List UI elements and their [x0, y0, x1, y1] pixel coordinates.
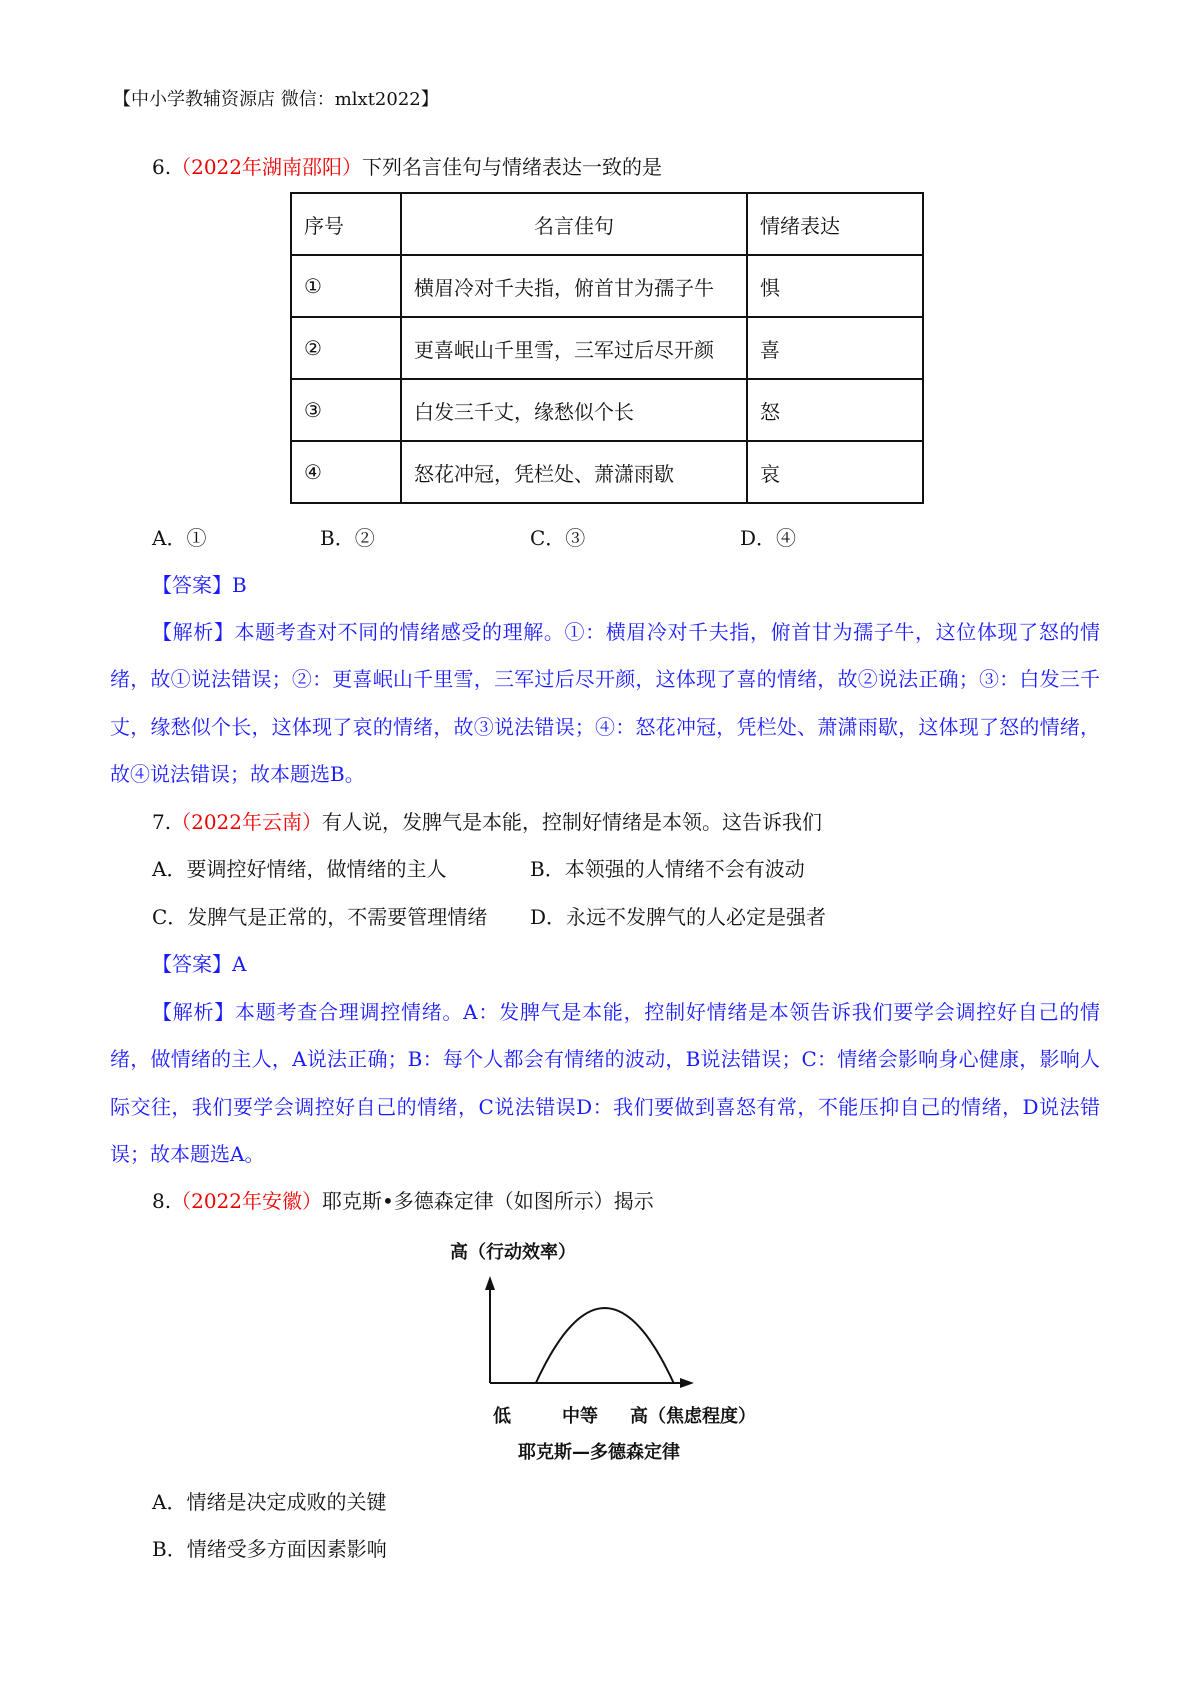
analysis: 【解析】本题考查合理调控情绪。A：发脾气是本能，控制好情绪是本领告诉我们要学会调控好自己的情绪，做情绪的主人，A说法正确；B：每个人都会有情绪的波动，B说法错误；C：情绪会影响身心健康，影响人际交往，我们要学会调控好自己的情绪，C说法错误D：我们要做到喜怒有常，不能压抑自己的情绪，D说法错误；故本题选A。	[110, 1000, 1100, 1166]
table-cell: ③	[291, 379, 401, 441]
table-cell: ①	[291, 255, 401, 317]
table-cell: 喜	[747, 317, 923, 379]
table-header: 名言佳句	[401, 193, 747, 255]
q-source: （2022年云南）	[171, 810, 322, 834]
q-stem: 下列名言佳句与情绪表达一致的是	[362, 155, 662, 179]
option-c: C．③	[530, 526, 586, 550]
q-stem: 有人说，发脾气是本能，控制好情绪是本领。这告诉我们	[322, 810, 822, 834]
table-header: 序号	[291, 193, 401, 255]
analysis: 【解析】本题考查对不同的情绪感受的理解。①：横眉冷对千夫指，俯首甘为孺子牛，这位体现了怒的情绪，故①说法错误；②：更喜岷山千里雪，三军过后尽开颜，这体现了喜的情绪，故②说法正确；③：白发三千丈，缘愁似个长，这体现了哀的情绪，故③说法错误；④：怒花冲冠，凭栏处、萧潇雨歇，这体现了怒的情绪，故④说法错误；故本题选B。	[110, 620, 1100, 786]
y-axis-arrow-icon	[485, 1276, 495, 1290]
table-cell: 怒花冲冠，凭栏处、萧潇雨歇	[401, 441, 747, 503]
q-source: （2022年湖南邵阳）	[171, 155, 362, 179]
answer: 【答案】A	[152, 952, 247, 976]
table-cell: ④	[291, 441, 401, 503]
q-number: 6.	[152, 155, 172, 179]
q-source: （2022年安徽）	[171, 1189, 322, 1213]
table-cell: 怒	[747, 379, 923, 441]
option-a: A．①	[152, 526, 207, 550]
option-b: B．情绪受多方面因素影响	[152, 1537, 387, 1561]
option-a: A．情绪是决定成败的关键	[152, 1490, 387, 1514]
option-d: D．永远不发脾气的人必定是强者	[530, 905, 827, 929]
q-number: 7.	[152, 810, 172, 834]
option-b: B．本领强的人情绪不会有波动	[530, 857, 805, 881]
table-header: 情绪表达	[747, 193, 923, 255]
x-axis-label: 高（焦虑程度）	[630, 1406, 756, 1427]
q-stem: 耶克斯•多德森定律（如图所示）揭示	[322, 1189, 654, 1213]
option-d: D．④	[740, 526, 797, 550]
answer: 【答案】B	[152, 573, 247, 597]
table-cell: 更喜岷山千里雪，三军过后尽开颜	[401, 317, 747, 379]
x-tick-low: 低	[493, 1406, 511, 1427]
table-cell: 惧	[747, 255, 923, 317]
x-axis-arrow-icon	[680, 1378, 694, 1388]
x-tick-medium: 中等	[562, 1406, 598, 1427]
table-cell: 白发三千丈，缘愁似个长	[401, 379, 747, 441]
header-watermark: 【中小学教辅资源店 微信：mlxt2022】	[113, 89, 439, 110]
q-number: 8.	[152, 1189, 172, 1213]
chart-title: 耶克斯—多德森定律	[518, 1442, 680, 1463]
option-a: A．要调控好情绪，做情绪的主人	[152, 857, 447, 881]
efficiency-curve	[536, 1308, 674, 1383]
y-axis-label: 高（行动效率）	[450, 1242, 576, 1263]
option-c: C．发脾气是正常的，不需要管理情绪	[152, 905, 488, 929]
table-cell: 横眉冷对千夫指，俯首甘为孺子牛	[401, 255, 747, 317]
table-cell: 哀	[747, 441, 923, 503]
table-cell: ②	[291, 317, 401, 379]
option-b: B．②	[320, 526, 375, 550]
